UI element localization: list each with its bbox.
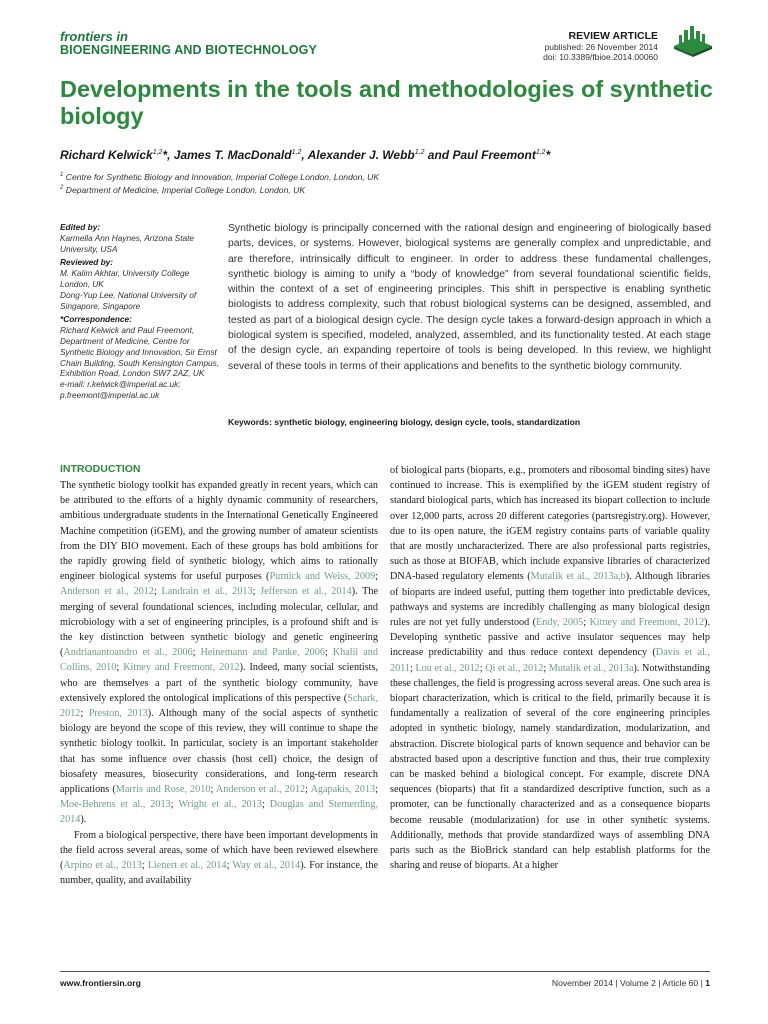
citation-link[interactable]: Arpino et al., 2013 [63,860,142,872]
article-meta [543,30,658,62]
published-date: published: 26 November 2014 [544,42,658,52]
correspondence-label: *Correspondence: [60,314,132,325]
citation-link[interactable]: Anderson et al., 2012 [215,784,306,796]
citation-link[interactable]: Kitney and Freemont, 2012 [123,662,240,674]
citation-link[interactable]: Davis et al., 2011 [390,647,710,674]
citation-link[interactable]: Landrain et al., 2013 [161,586,253,598]
article-type: REVIEW ARTICLE [568,30,658,42]
citation-link[interactable]: Anderson et al., 2012 [60,586,154,598]
page-number: 1 [705,978,710,988]
doi[interactable]: doi: 10.3389/fbioe.2014.00060 [543,52,658,62]
footer-divider [60,971,710,972]
citation-link[interactable]: Mutalik et al., 2013a,b [530,571,626,583]
article-title: Developments in the tools and methodologies of synthetic biology [60,76,713,129]
journal-header [60,30,317,57]
affiliation: $^1$ Centre for Synthetic Biology and Innovation, Imperial College London, London, UK [60,171,380,182]
publisher-brand: frontiers in [60,29,128,44]
paragraph: From a biological perspective, there have been important developments in the field across several areas, some of which have been reviewed elsewhere (Arpino et al., 2013; Lienert et al., 2014; Way et al., 2014). For instance, the number, quality, and availability [60,829,378,887]
citation-link[interactable]: Marris and Rose, 2010 [115,784,211,796]
citation-link[interactable]: Lienert et al., 2014 [147,860,227,872]
citation-link[interactable]: Qi et al., 2012 [485,662,544,674]
footer-issue: November 2014 | Volume 2 | Article 60 | 1 [551,978,710,988]
author[interactable]: Paul Freemont$^{1,2}$ [452,148,546,162]
body-column-right [390,463,710,873]
citation-link[interactable]: Way et al., 2014 [232,860,301,872]
citation-link[interactable]: Douglas and Stemerding, 2014 [60,799,378,826]
section-heading: INTRODUCTION [60,463,141,475]
correspondence-address: Richard Kelwick and Paul Freemont, Department of Medicine, Centre for Synthetic Biology and Innovation, Sir Ernst Chain Building, South Kensington Campus, Exhibition Road, London SW7 2AZ, UK [60,325,220,379]
citation-link[interactable]: Mutalik et al., 2013a [548,662,634,674]
citation-link[interactable]: Kitney and Freemont, 2012 [589,617,705,629]
author[interactable]: Richard Kelwick$^{1,2}$ [60,148,163,162]
author-list: Richard Kelwick$^{1,2}$*, James T. MacDonald$^{1,2}$, Alexander J. Webb$^{1,2}$ and Paul Freemont$^{1,2}$* [60,148,551,162]
reviewed-by-label: Reviewed by: [60,257,114,268]
citation-link[interactable]: Agapakis, 2013 [310,784,376,796]
citation-link[interactable]: Heinemann and Panke, 2006 [200,647,325,659]
body-column-left [60,463,378,888]
keywords [228,417,711,427]
citation-link[interactable]: Preston, 2013 [88,708,148,720]
citation-link[interactable]: Wright et al., 2013 [178,799,262,811]
citation-link[interactable]: Lou et al., 2012 [415,662,480,674]
affiliation: $^2$ Department of Medicine, Imperial College London, London, UK [60,185,306,196]
abstract: Synthetic biology is principally concerned with the rational design and engineering of biologically based parts, devices, or systems. However, biological systems are generally complex and unpredictable, and are therefore, intrinsically difficult to engineer. In order to address these fundamental challenges, synthetic biology is aiming to unify a “body of knowledge” from several foundational scientific fields, within the context of a set of engineering principles. This shift in perspective is enabling synthetic biologists to address complexity, such that robust biological systems can be designed, assembled, and tested as part of a biological design cycle. The design cycle takes a forward-design approach in which a biological system is specified, modeled, analyzed, assembled, and its functionality tested. At each stage of the design cycle, an expanding repertoire of tools is being developed. In this review, we highlight several of these tools in terms of their applications and benefits to the synthetic biology community. [228,223,711,372]
citation-link[interactable]: Moe-Behrens et al., 2013 [60,799,171,811]
paragraph: The synthetic biology toolkit has expanded greatly in recent years, which can be attributed to the efforts of a highly dynamic community of researchers, ambitious undergraduate students in the International Genetically Engineered Machine competition (iGEM), and the growing number of amateur scientists from the DIY BIO movement. Each of these groups has bold ambitions for the rapidly growing field of synthetic biology, which aims to rationally engineer biological systems for useful purposes (Purnick and Weiss, 2009; Anderson et al., 2012; Landrain et al., 2013; Jefferson et al., 2014). The merging of several foundational sciences, including molecular, cellular, and microbiology with a set of engineering principles, is a profound shift and is the key distinction between synthetic biology and genetic engineering (Andrianantoandro et al., 2006; Heinemann and Panke, 2006; Khalil and Collins, 2010; Kitney and Freemont, 2012). Indeed, many social scientists, who are themselves a part of the synthetic biology community, have extensively explored the ontological implications of this perspective (Schark, 2012; Preston, 2013). Although many of the social aspects of synthetic biology are beyond the scope of this review, they will continue to shape the synthetic biology toolkit. In particular, society is an important stakeholder that has some influence over chassis (host cell) choice, the design of biosafety measures, biosecurity considerations, and long-term research applications (Marris and Rose, 2010; Anderson et al., 2012; Agapakis, 2013; Moe-Behrens et al., 2013; Wright et al., 2013; Douglas and Stemerding, 2014). [60,480,379,826]
journal-name: BIOENGINEERING AND BIOTECHNOLOGY [60,43,317,57]
affiliations [60,170,379,197]
keywords-label: Keywords: [228,417,272,427]
paragraph: of biological parts (bioparts, e.g., promoters and ribosomal binding sites) have continued to increase. This is exemplified by the iGEM student registry of standard biological parts, which has increased its biopart collection to include over 12,000 parts, across 20 different categories (partsregistry.org). However, due to its open nature, the iGEM registry contains parts of variable quality that are mostly uncharacterized. There are also professional parts registries, such as those at BIOFAB, which include expansive libraries of characterized DNA-based regulatory elements (Mutalik et al., 2013a,b). Although libraries of bioparts are indeed useful, putting them together into predictable devices, pathways and systems are incredibly challenging as many biological design rules are not yet fully understood (Endy, 2005; Kitney and Freemont, 2012). Developing synthetic passive and active insulator sequences may help increase predictability and thus reduce context dependency (Davis et al., 2011; Lou et al., 2012; Qi et al., 2012; Mutalik et al., 2013a). Notwithstanding these challenges, the field is progressing across several areas. One such area is biopart characterization, which is critical to the field, primarily because it is fundamentally a realization of several of the core engineering principles adopted in synthetic biology, namely standardization, modularization, and abstraction. Discrete biological parts of known sequence and behavior can be abstracted based upon a descriptive function and thus, their true complexity can be masked behind a biological concept. For example, discrete DNA sequences (bioparts) that fit a standardized descriptive function, such as a promoter, can be functionally characterized and as a consequence bioparts become reusable (modularization) for use in other synthetic systems. Additionally, methods that provide standardized ways of assembling DNA parts such as the BioBrick standard can help establish platforms for the sharing and reuse of bioparts. At a higher [390,465,710,872]
citation-link[interactable]: Jefferson et al., 2014 [260,586,352,598]
reviewer: Dong-Yup Lee, National University of Singapore, Singapore [60,289,197,311]
citation-link[interactable]: Endy, 2005 [536,617,584,629]
citation-link[interactable]: Purnick and Weiss, 2009 [269,571,376,583]
footer-website[interactable]: www.frontiersin.org [60,978,141,988]
citation-link[interactable]: Schark, 2012 [60,692,378,720]
email-link[interactable]: e-mail: r.kelwick@imperial.ac.uk; [60,379,181,390]
journal-logo-icon [670,22,716,58]
edited-by-label: Edited by: [60,222,101,232]
citation-link[interactable]: Andrianantoandro et al., 2006 [63,647,193,659]
keywords-list: synthetic biology, engineering biology, design cycle, tools, standardization [274,417,581,427]
email-link[interactable]: p.freemont@imperial.ac.uk [60,389,160,400]
citation-link[interactable]: Khalil and Collins, 2010 [60,647,378,674]
editor: Karmella Ann Haynes, Arizona State University, USA [60,232,195,254]
reviewer: M. Kalim Akhtar, University College London, UK [60,268,190,289]
editorial-sidebar [60,222,220,401]
author[interactable]: James T. MacDonald$^{1,2}$ [173,148,302,162]
author[interactable]: Alexander J. Webb$^{1,2}$ [307,148,425,162]
